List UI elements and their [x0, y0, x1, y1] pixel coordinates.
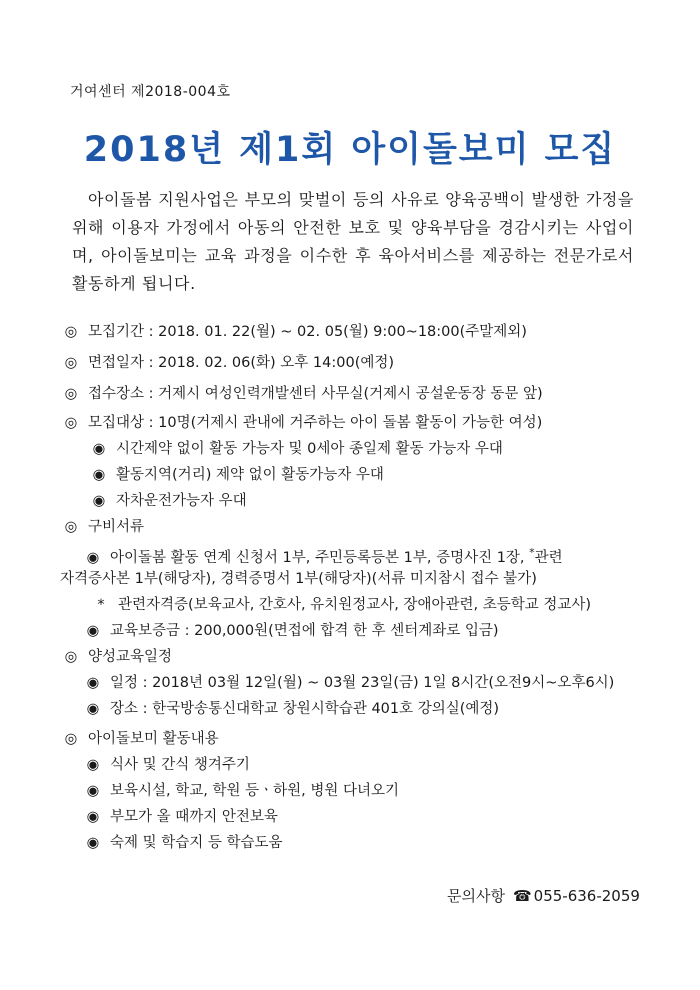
activity-item: [60, 778, 660, 804]
activity-text: 숙제 및 학습지 등 학습도움: [110, 835, 283, 851]
asterisk-mark: *: [97, 597, 105, 613]
filled-circle-bullet: ◉: [86, 809, 100, 825]
training-title: 양성교육일정: [88, 649, 173, 665]
document-number: 거여센터 제2018-004호: [70, 84, 231, 100]
docs-line2: 자격증사본 1부(해당자), 경력증명서 1부(해당자)(서류 미지참시 접수 불가): [60, 571, 537, 587]
contact-info: [447, 885, 640, 906]
docs-deposit-row: [60, 618, 660, 644]
target-pref-item: [60, 488, 660, 514]
activities-title-row: [60, 726, 660, 752]
target-pref-text: 자차운전가능자 우대: [116, 493, 247, 509]
recruitment-details: [60, 317, 660, 856]
double-circle-bullet: ◎: [64, 415, 78, 431]
docs-deposit: 교육보증금 : 200,000원(면접에 합격 한 후 센터계좌로 입금): [110, 623, 499, 639]
filled-circle-bullet: ◉: [86, 549, 100, 566]
intro-paragraph: [72, 186, 634, 298]
filled-circle-bullet: ◉: [86, 623, 100, 639]
training-place-row: [60, 696, 660, 722]
filled-circle-bullet: ◉: [86, 675, 100, 691]
docs-note: 관련자격증(보육교사, 간호사, 유치원정교사, 장애아관련, 초등학교 정교사): [118, 597, 592, 613]
double-circle-bullet: ◎: [64, 355, 78, 371]
period-text: 모집기간 : 2018. 01. 22(월) ~ 02. 05(월) 9:00~18:00(주말제외): [88, 324, 527, 340]
interview-text: 면접일자 : 2018. 02. 06(화) 오후 14:00(예정): [88, 355, 395, 371]
contact-label: 문의사항: [447, 887, 505, 905]
filled-circle-bullet: ◉: [92, 441, 106, 457]
activity-item: [60, 804, 660, 830]
docs-title-row: [60, 514, 660, 540]
filled-circle-bullet: ◉: [86, 835, 100, 851]
filled-circle-bullet: ◉: [92, 467, 106, 483]
activity-text: 보육시설, 학교, 학원 등ㆍ하원, 병원 다녀오기: [110, 783, 399, 799]
activity-text: 부모가 올 때까지 안전보육: [110, 809, 278, 825]
double-circle-bullet: ◎: [64, 731, 78, 747]
interview-row: [60, 348, 660, 379]
double-circle-bullet: ◎: [64, 386, 78, 402]
docs-line2-row: [60, 566, 660, 592]
filled-circle-bullet: ◉: [86, 783, 100, 799]
training-title-row: [60, 644, 660, 670]
activity-item: [60, 752, 660, 778]
target-pref-text: 시간제약 없이 활동 가능자 및 0세아 종일제 활동 가능자 우대: [116, 441, 503, 457]
double-circle-bullet: ◎: [64, 519, 78, 535]
docs-line1: 아이돌봄 활동 연계 신청서 1부, 주민등록등본 1부, 증명사진 1장,: [110, 549, 530, 566]
period-row: [60, 317, 660, 348]
filled-circle-bullet: ◉: [86, 757, 100, 773]
docs-line1-tail: 관련: [534, 549, 563, 566]
target-pref-text: 활동지역(거리) 제약 없이 활동가능자 우대: [116, 467, 384, 483]
activities-title: 아이돌보미 활동내용: [88, 731, 219, 747]
page-title: 2018년 제1회 아이돌보미 모집: [83, 130, 617, 170]
docs-line1-row: [60, 540, 660, 566]
filled-circle-bullet: ◉: [92, 493, 106, 509]
activity-item: [60, 830, 660, 856]
docs-note-row: [60, 592, 660, 618]
phone-icon: ☎: [512, 887, 532, 905]
intro-text: 아이돌봄 지원사업은 부모의 맞벌이 등의 사유로 양육공백이 발생한 가정을 위해 이용자 가정에서 아동의 안전한 보호 및 양육부담을 경감시키는 사업이며, 아이돌보미는 교육 과정을 이수한 후 육아서비스를 제공하는 전문가로서 활동하게 됩니다.: [72, 190, 634, 293]
target-pref-item: [60, 436, 660, 462]
target-pref-item: [60, 462, 660, 488]
target-text: 모집대상 : 10명(거제시 관내에 거주하는 아이 돌봄 활동이 가능한 여성): [88, 415, 543, 431]
place-row: [60, 379, 660, 410]
place-text: 접수장소 : 거제시 여성인력개발센터 사무실(거제시 공설운동장 동문 앞): [88, 386, 543, 402]
double-circle-bullet: ◎: [64, 324, 78, 340]
training-schedule: 일정 : 2018년 03월 12일(월) ~ 03월 23일(금) 1일 8시간(오전9시~오후6시): [110, 675, 615, 691]
double-circle-bullet: ◎: [64, 649, 78, 665]
filled-circle-bullet: ◉: [86, 701, 100, 717]
training-schedule-row: [60, 670, 660, 696]
docs-title: 구비서류: [88, 519, 145, 535]
target-row: [60, 410, 660, 436]
contact-phone: 055-636-2059: [533, 887, 640, 905]
training-place: 장소 : 한국방송통신대학교 창원시학습관 401호 강의실(예정): [110, 701, 500, 717]
asterisk-mark: *: [529, 546, 535, 559]
activity-text: 식사 및 간식 챙겨주기: [110, 757, 250, 773]
